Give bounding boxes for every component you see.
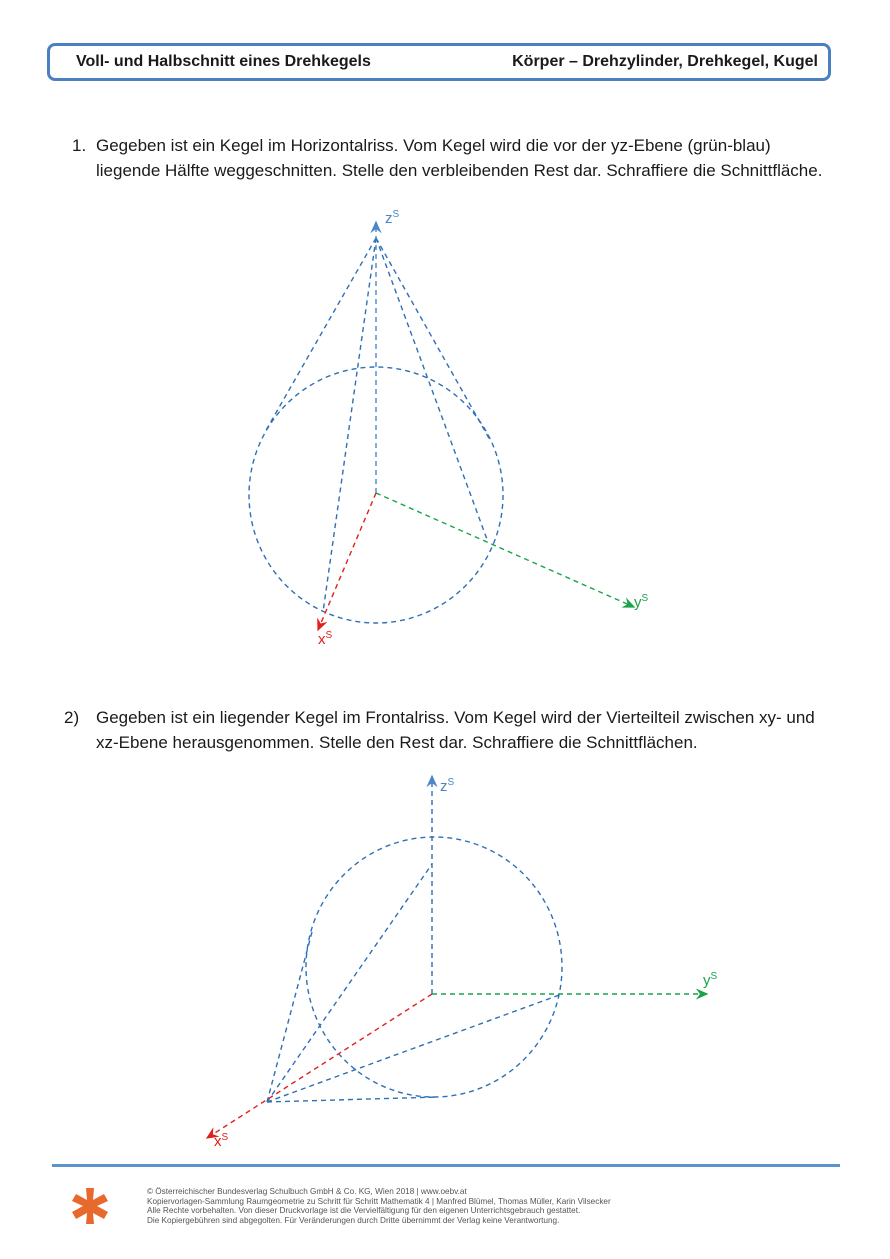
axis-x-2 [207, 994, 432, 1138]
publisher-logo-icon [70, 1186, 110, 1226]
cone-2-outline-top [267, 932, 312, 1102]
axis-y-1-label: $y^S$ [634, 593, 649, 611]
footer-copyright [147, 1187, 787, 1225]
cone-2-line-z [267, 864, 432, 1102]
cone-2-line-y [267, 994, 562, 1102]
footer-line-4: Die Kopiergebühren sind abgegolten. Für Veränderungen durch Dritte übernimmt der Verlag keine Verantwortung. [147, 1215, 560, 1225]
cone-2-base-circle [306, 837, 562, 1097]
header-left-title: Voll- und Halbschnitt eines Drehkegels [76, 53, 371, 70]
axis-x-1-label: $x^S$ [318, 630, 333, 648]
task-2-number: 2) [64, 708, 80, 727]
axis-z-1-label: $z^S$ [385, 209, 400, 227]
footer-line-1: © Österreichischer Bundesverlag Schulbuch GmbH & Co. KG, Wien 2018 | www.oebv.at [147, 1187, 467, 1196]
axis-x-2-label: $x^S$ [214, 1132, 229, 1150]
axis-y-2-label: $y^S$ [703, 971, 718, 989]
axis-z-2-label: $z^S$ [440, 777, 455, 795]
task-1-number: 1. [72, 136, 87, 155]
task-1-text: Gegeben ist ein Kegel im Horizontalriss. Vom Kegel wird die vor der yz-Ebene (grün-blau) liegende Hälfte weggeschnitten. Stelle den verbleibenden Rest dar. Schraffiere die Schnittfläche. [96, 136, 823, 180]
header-right-title: Körper – Drehzylinder, Drehkegel, Kugel [512, 53, 818, 70]
footer-line-2: Kopiervorlagen-Sammlung Raumgeometrie zu Schritt für Schritt Mathematik 4 | Manfred Blümel, Thomas Müller, Karin Vilsecker [147, 1196, 611, 1206]
footer-line-3: Alle Rechte vorbehalten. Von dieser Druckvorlage ist die Vervielfältigung für den eigenen Unterrichtsgebrauch gestattet. [147, 1206, 581, 1216]
task-2-text: Gegeben ist ein liegender Kegel im Frontalriss. Vom Kegel wird der Vierteilteil zwischen xy- und xz-Ebene herausgenommen. Stelle den Rest dar. Schraffiere die Schnittflächen. [96, 708, 815, 752]
footer-divider [52, 1164, 840, 1167]
cone-2-outline-bottom [267, 1097, 438, 1102]
